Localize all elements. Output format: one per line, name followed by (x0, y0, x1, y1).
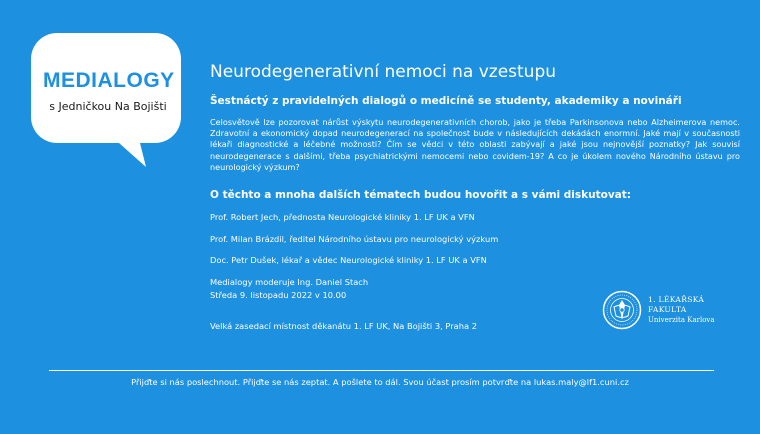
event-subtitle: Šestnáctý z pravidelných dialogů o medicíně se studenty, akademiky a novináři (210, 95, 682, 107)
event-title: Neurodegenerativní nemoci na vzestupu (210, 62, 557, 82)
speaker-item: Doc. Petr Dušek, lékař a vědec Neurologické kliniky 1. LF UK a VFN (210, 255, 487, 266)
faculty-name (648, 295, 715, 325)
event-venue: Velká zasedací místnost děkanátu 1. LF UK, Na Bojišti 3, Praha 2 (210, 320, 478, 331)
speaker-item: Prof. Milan Brázdil, ředitel Národního ústavu pro neurologický výzkum (210, 233, 499, 244)
moderator-line: Medialogy moderuje Ing. Daniel Stach (210, 276, 369, 287)
footer-divider (49, 370, 714, 371)
logo-subtitle: s Jedničkou Na Bojišti (49, 100, 167, 113)
event-description: Celosvětově lze pozorovat nárůst výskytu neurodegenerativních chorob, jako je třeba Parkinsonova nebo Alzheimerova nemoc. Zdravotní a ekonomický dopad neurodegenerací na společnost bude v následujících dekádách enormní. Jaké mají v současnosti lékaři diagnostické a léčebné možnosti? Čím se vědci v této oblasti zabývají a jaké jsou nejnovější poznatky? Jak souvisí neurodegenerace s dalšími, třeba psychiatrickými nemocemi nebo covidem-19? A co je úkolem nového Národního ústavu pro neurologický výzkum? (210, 117, 740, 172)
medialogy-logo (43, 69, 173, 113)
footer-invitation: Přijďte si nás poslechnout. Přijďte se nás zeptat. A pošlete to dál. Svou účast prosím potvrďte na lukas.maly@lf1.cuni.cz (131, 377, 629, 387)
faculty-logo (602, 290, 742, 334)
faculty-line-3: Univerzita Karlova (648, 316, 715, 324)
faculty-seal-icon (602, 290, 642, 330)
faculty-line-2: FAKULTA (648, 305, 687, 314)
event-datetime: Středa 9. listopadu 2022 v 10.00 (210, 290, 347, 301)
logo-wordmark: MEDIALOGY (43, 69, 175, 92)
speech-bubble-tail (108, 135, 148, 169)
faculty-line-1: 1. LÉKAŘSKÁ (648, 295, 705, 304)
speaker-item: Prof. Robert Jech, přednosta Neurologické kliniky 1. LF UK a VFN (210, 212, 475, 223)
topics-heading: O těchto a mnoha dalších tématech budou hovořit a s vámi diskutovat: (210, 189, 631, 202)
